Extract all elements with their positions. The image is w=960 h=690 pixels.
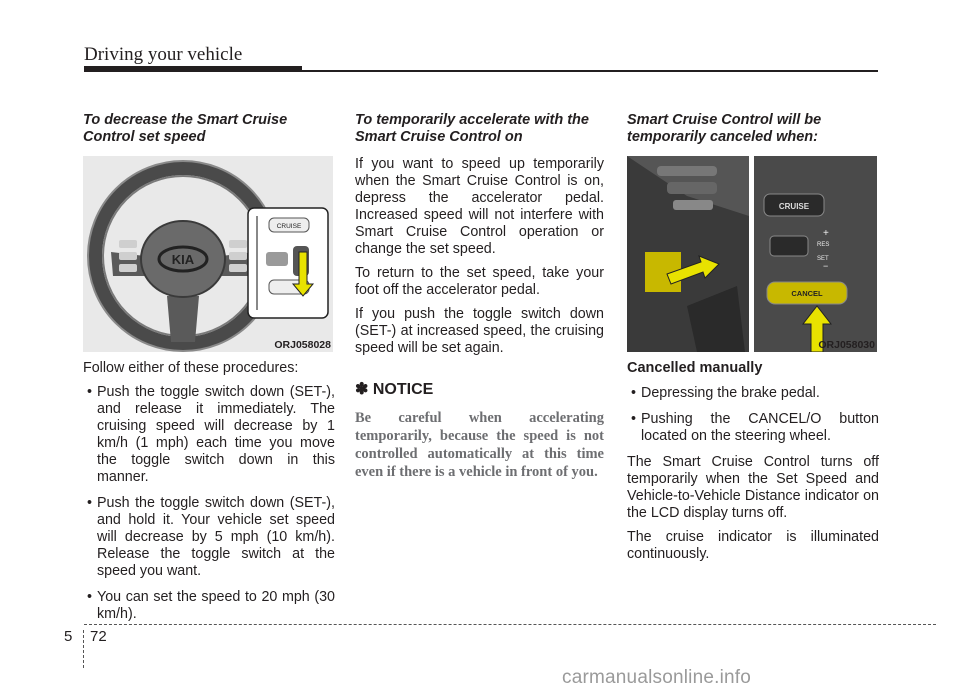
footer-divider [83,630,84,668]
watermark: carmanualsonline.info [562,667,752,688]
figure-code: ORJ058028 [274,339,331,351]
section-heading: To decrease the Smart Cruise Control set speed [83,112,288,145]
page-number: 72 [90,628,107,645]
figure-code: ORJ058030 [818,339,875,351]
intro-text: Follow either of these procedures: [83,360,299,376]
procedure-list [83,384,335,623]
paragraph: The cruise indicator is illuminated continuously. [627,529,879,562]
steering-wheel-figure [83,156,333,352]
notice-title: ✽ NOTICE [355,381,434,398]
minus-label: − [823,261,829,271]
plus-label: + [823,228,829,239]
paragraph: If you push the toggle switch down (SET-) at increased speed, the cruising speed will be set again. [355,306,604,356]
cancel-button-figure [627,156,877,352]
header-rule-thin [300,70,878,72]
column-decrease-speed [83,112,335,632]
cancel-button-illustration [627,156,877,352]
cruise-label: CRUISE [778,202,810,211]
header-rule-thick [84,66,302,72]
res-label: RES [817,242,830,248]
page-header-title: Driving your vehicle [84,44,243,65]
cancel-label: CANCEL [791,289,823,298]
footer-rule [84,624,936,625]
cancel-list [627,385,879,445]
list-item: • Depressing the brake pedal. [631,385,820,401]
list-item: • You can set the speed to 20 mph (30 km/h). [87,589,335,622]
section-heading: To temporarily accelerate with the Smart Cruise Control on [355,112,589,145]
column-temporary-cancel [627,112,879,570]
subheading: Cancelled manually [627,360,763,376]
section-heading: Smart Cruise Control will be temporarily canceled when: [627,112,822,145]
inset-cruise-label: CRUISE [276,223,302,230]
steering-wheel-illustration [83,156,333,352]
column-temporary-accelerate [355,112,604,481]
section-number: 5 [64,628,73,645]
paragraph: The Smart Cruise Control turns off temporarily when the Set Speed and Vehicle-to-Vehicle Distance indicator on the LCD display turns off. [627,454,879,521]
notice-text: Be careful when accelerating temporarily, because the speed is not controlled automatically at this time even if there is a vehicle in front of you. [355,410,604,480]
list-item: • Pushing the CANCEL/O button located on the steering wheel. [631,411,879,444]
paragraph: To return to the set speed, take your foot off the accelerator pedal. [355,265,604,298]
set-label: SET [817,256,829,262]
paragraph: If you want to speed up temporarily when the Smart Cruise Control is on, depress the accelerator pedal. Increased speed will not interfere with Smart Cruise Control operation or change the set speed. [355,156,604,257]
list-item: • Push the toggle switch down (SET-), and release it immediately. The cruising speed will decrease by 1 km/h (1 mph) each time you move the toggle switch down in this manner. [87,384,335,485]
list-item: • Push the toggle switch down (SET-), and hold it. Your vehicle set speed will decrease by 5 mph (10 km/h). Release the toggle switch at the speed you want. [87,495,335,579]
svg-text:KIA: KIA [171,252,195,267]
